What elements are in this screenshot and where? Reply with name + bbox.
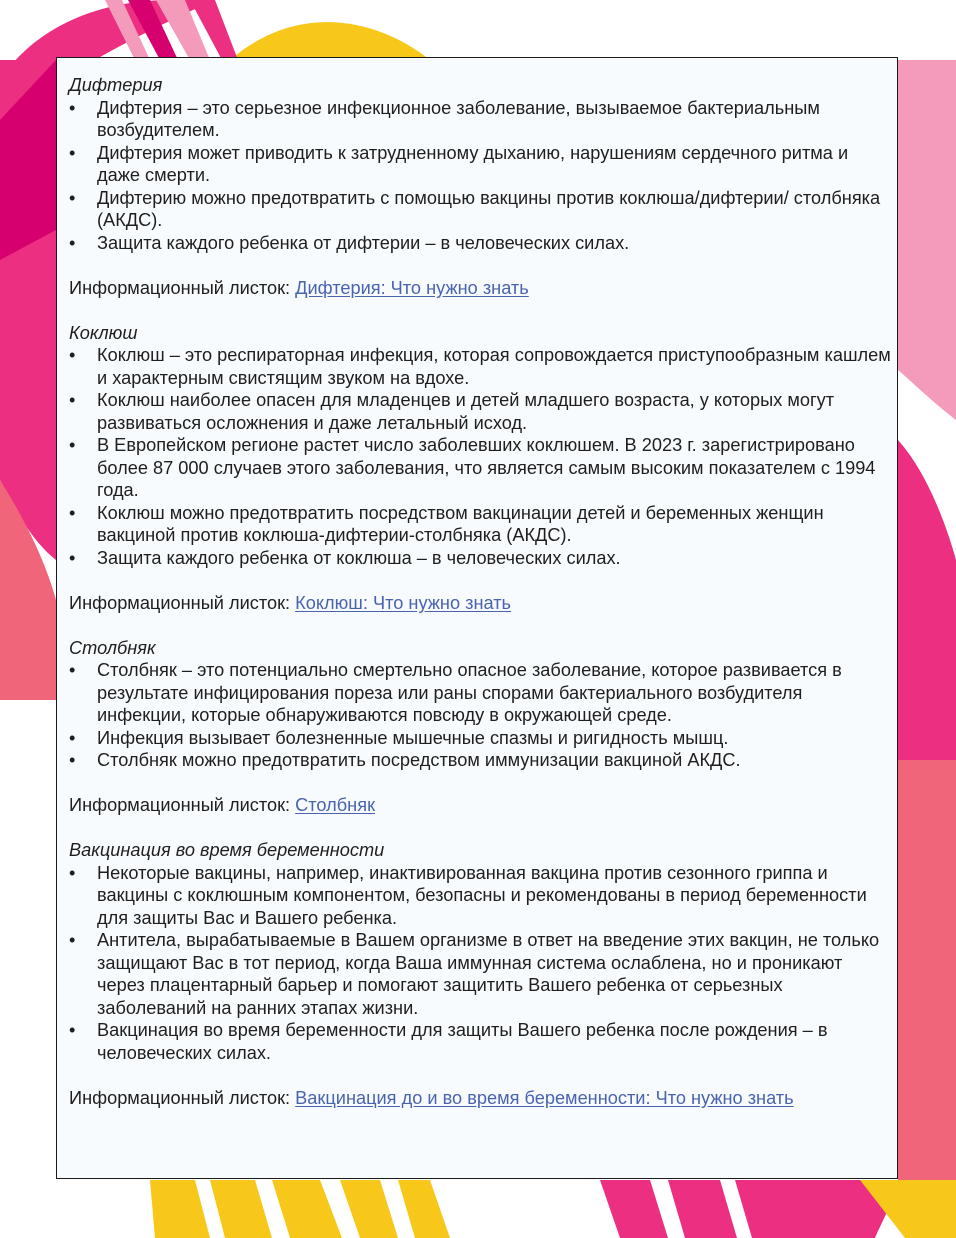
section-pertussis [69,322,891,615]
section-title: Коклюш [69,322,138,343]
section-title: Дифтерия [69,75,163,95]
list-item: • Вакцинация во время беременности для защиты Вашего ребенка после рождения – в человеческих силах. [69,1019,891,1064]
section-pregnancy-vaccination [69,839,891,1109]
list-item: • Коклюш – это респираторная инфекция, которая сопровождается приступообразным кашлем и характерным свистящим звуком на вдохе. [69,344,891,389]
list-item: • Дифтерию можно предотвратить с помощью вакцины против коклюша/дифтерии/ столбняка (АКДС). [69,187,891,232]
list-item: • Антитела, вырабатываемые в Вашем организме в ответ на введение этих вакцин, не только защищают Вас в тот период, когда Ваша иммунная система ослаблена, но и проникают через плацентарный барьер и помогают защитить Вашего ребенка от серьезных заболеваний на ранних этапах жизни. [69,929,891,1019]
bg-right-coral [898,760,956,1180]
info-sheet-label: Информационный листок: [69,277,296,298]
list-item: • Столбняк можно предотвратить посредством иммунизации вакциной АКДС. [69,749,891,772]
list-item: • Дифтерия может приводить к затрудненному дыханию, нарушениям сердечного ритма и даже смерти. [69,142,891,187]
list-item: • Коклюш можно предотвратить посредством вакцинации детей и беременных женщин вакциной против коклюша-дифтерии-столбняка (АКДС). [69,502,891,547]
info-sheet-line [69,592,891,615]
info-sheet-line [69,794,891,817]
info-sheet-link-pertussis[interactable]: Коклюш: Что нужно знать [295,592,512,613]
list-item: • Дифтерия – это серьезное инфекционное заболевание, вызываемое бактериальным возбудителем. [69,97,891,142]
bullet-list [69,97,891,255]
bg-right-magenta [898,440,956,760]
list-item: • Столбняк – это потенциально смертельно опасное заболевание, которое развивается в результате инфицирования пореза или раны спорами бактериального возбудителя инфекции, которые обнаруживаются повсюду в окружающей среде. [69,659,891,727]
info-sheet-link-tetanus[interactable]: Столбняк [295,795,376,815]
bg-yellow-arc-top [230,22,430,60]
list-item: • В Европейском регионе растет число заболевших коклюшем. В 2023 г. зарегистрировано более 87 000 случаев этого заболевания, что является самым высоким показателем с 1994 года. [69,434,891,502]
info-sheet-label: Информационный листок: [69,795,296,815]
list-item: • Коклюш наиболее опасен для младенцев и детей младшего возраста, у которых могут развиваться осложнения и даже летальный исход. [69,389,891,434]
info-sheet-label: Информационный листок: [69,592,296,613]
document-body [69,74,891,1132]
list-item: • Инфекция вызывает болезненные мышечные спазмы и ригидность мышц. [69,727,891,750]
bullet-list [69,659,891,772]
section-title: Столбняк [69,637,156,658]
list-item: • Защита каждого ребенка от коклюша – в человеческих силах. [69,547,891,570]
info-sheet-line [69,277,891,300]
bullet-list [69,862,891,1065]
info-sheet-link-diphtheria[interactable]: Дифтерия: Что нужно знать [295,277,529,298]
section-diphtheria [69,74,891,299]
info-sheet-label: Информационный листок: [69,1087,296,1108]
info-sheet-line [69,1087,891,1110]
bg-right-pink [898,60,956,420]
content-panel [56,57,898,1179]
section-tetanus [69,637,891,817]
bullet-list [69,344,891,569]
info-sheet-link-pregnancy[interactable]: Вакцинация до и во время беременности: Что нужно знать [295,1087,794,1108]
list-item: • Некоторые вакцины, например, инактивированная вакцина против сезонного гриппа и вакцины с коклюшным компонентом, безопасны и рекомендованы в период беременности для защиты Вас и Вашего ребенка. [69,862,891,930]
list-item: • Защита каждого ребенка от дифтерии – в человеческих силах. [69,232,891,255]
section-title: Вакцинация во время беременности [69,840,385,860]
